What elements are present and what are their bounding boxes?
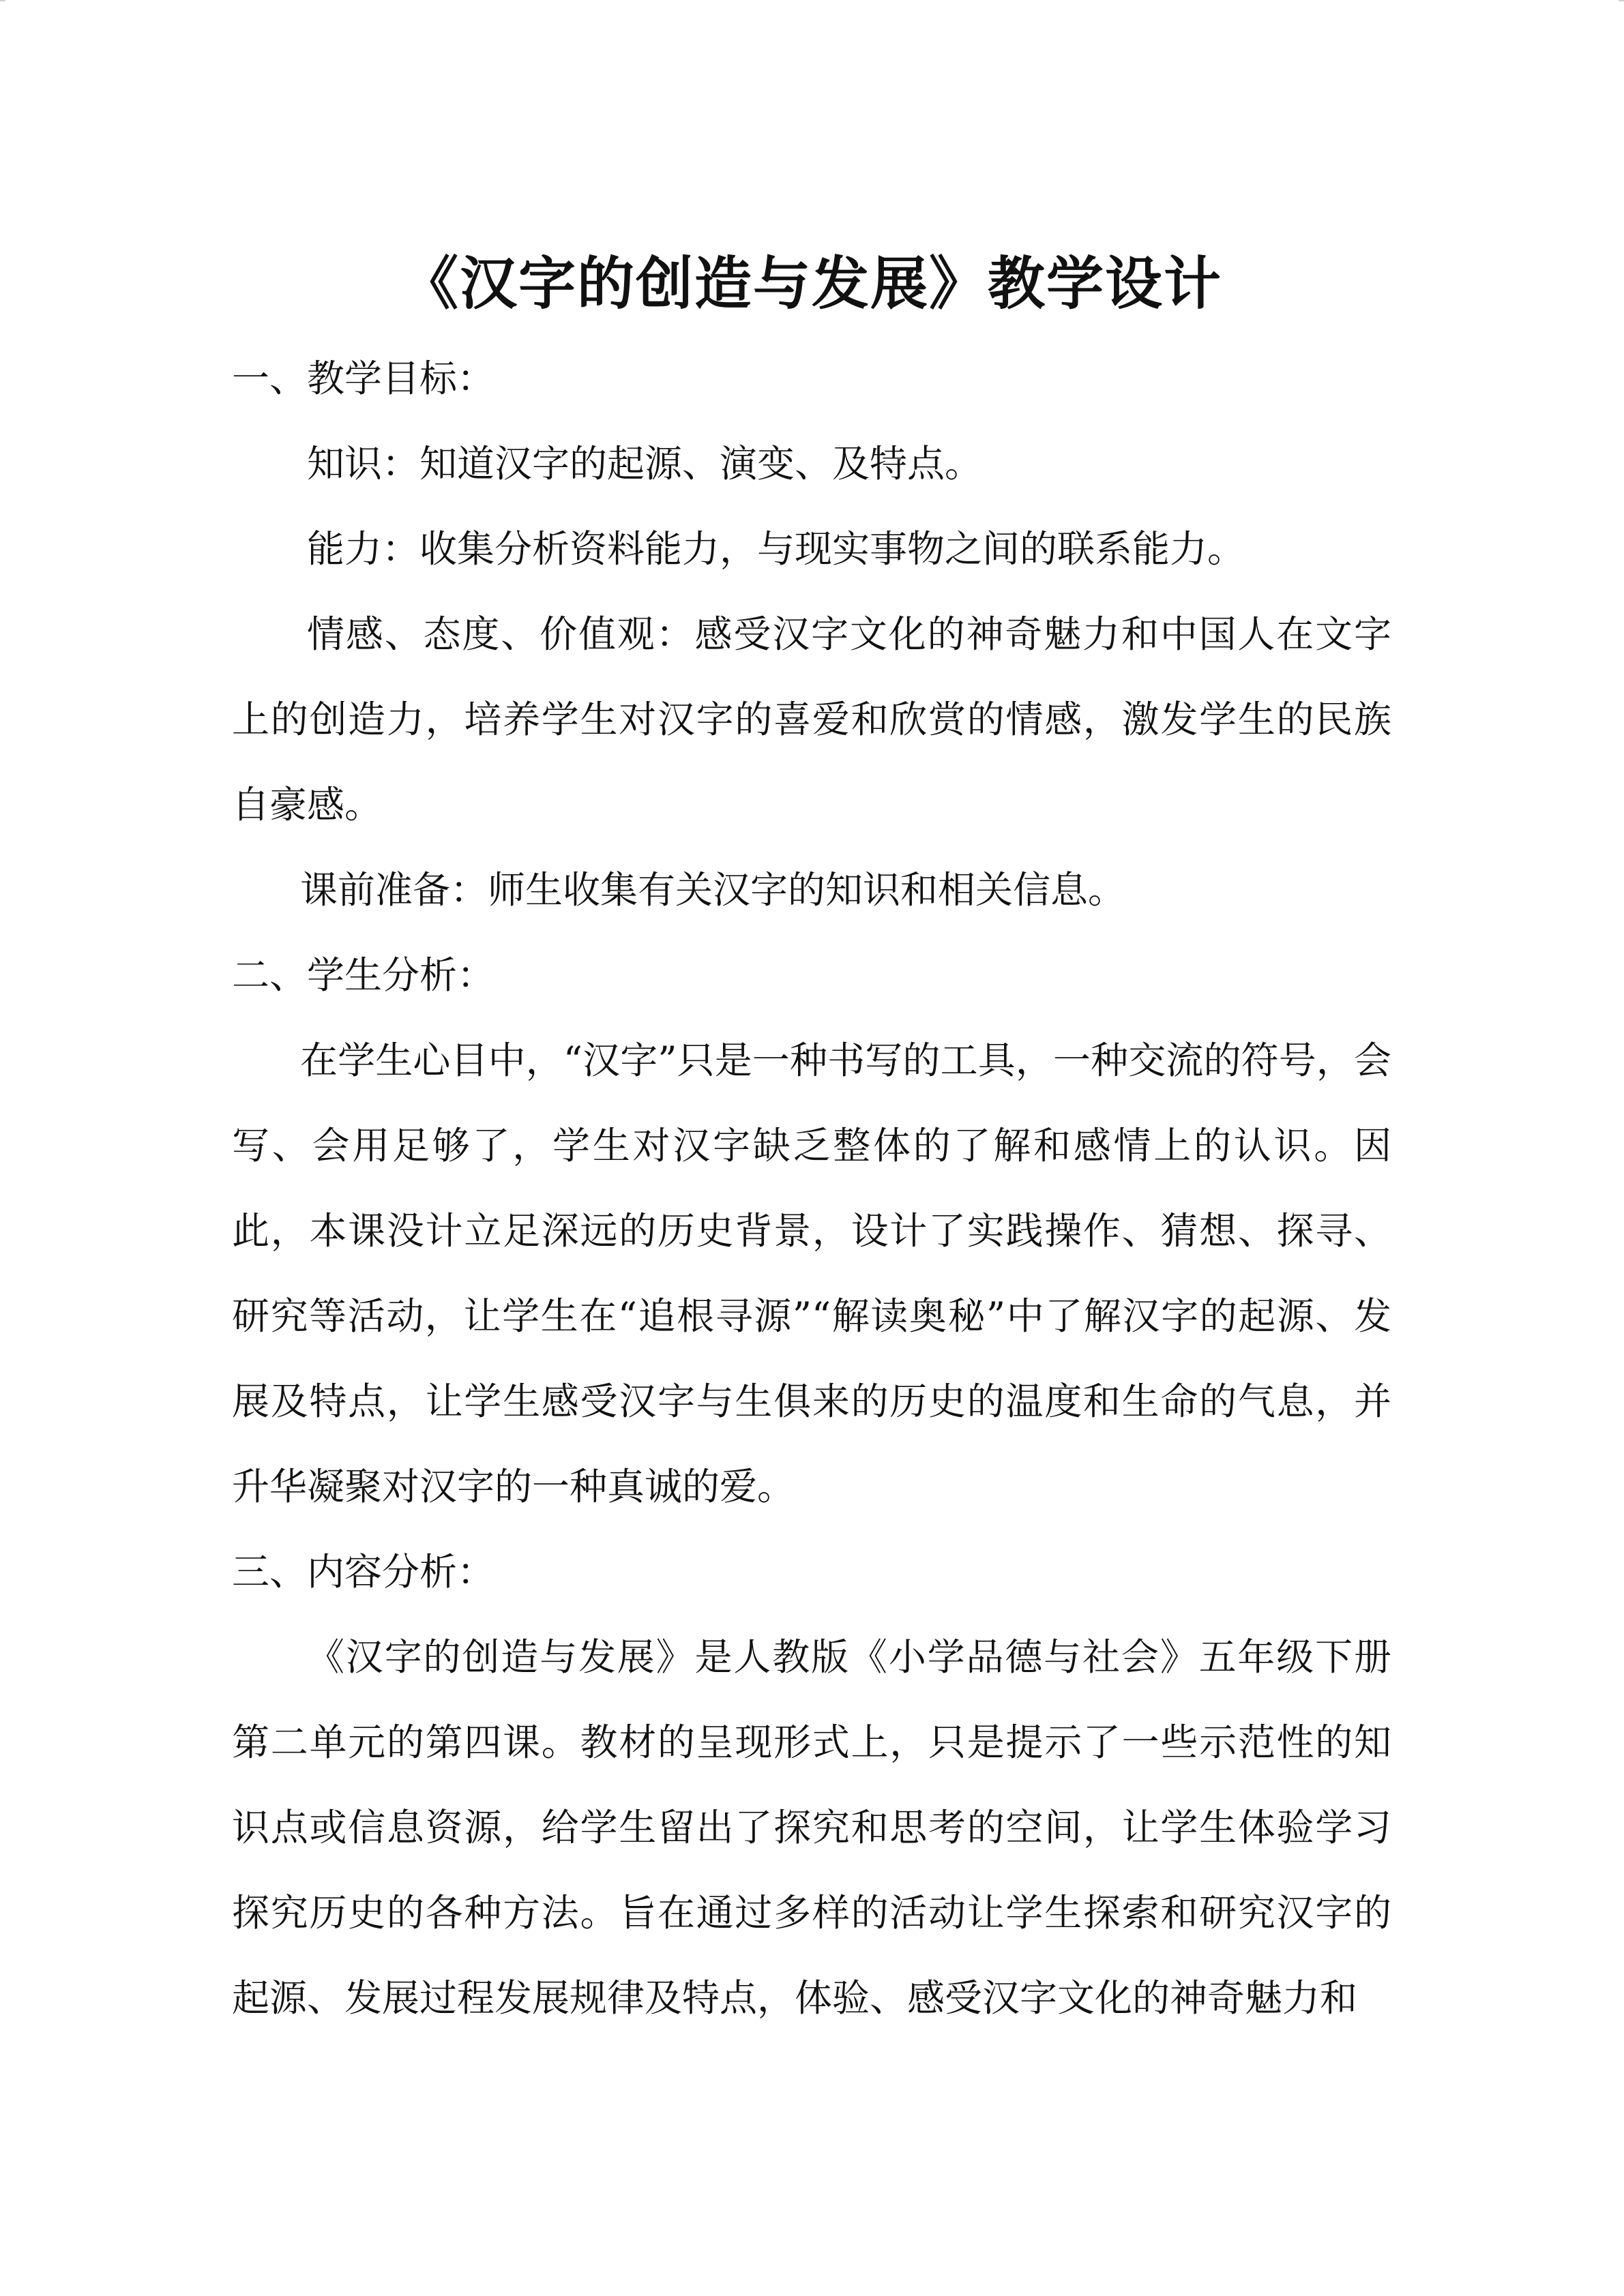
pre-class-preparation: 课前准备：师生收集有关汉字的知识和相关信息。 xyxy=(300,868,1126,912)
document-body xyxy=(232,336,1391,2041)
student-analysis-paragraph: 在学生心目中，“汉字”只是一种书写的工具，一种交流的符号，会写、会用足够了，学生对汉字缺乏整体的了解和感情上的认识。因此，本课没计立足深远的历史背景，设计了实践操作、猜想、探寻、研究等活动，让学生在“追根寻源”“解读奥秘”中了解汉字的起源、发展及特点，让学生感受汉字与生俱来的历史的温度和生命的气息，并升华凝聚对汉字的一种真诚的爱。 xyxy=(232,1039,1391,1508)
section-heading-student-analysis: 二、学生分析： xyxy=(232,953,495,997)
document-title: 《汉字的创造与发展》教学设计 xyxy=(400,250,1222,318)
content-analysis-paragraph: 《汉字的创造与发展》是人教版《小学品德与社会》五年级下册第二单元的第四课。教材的呈现形式上，只是提示了一些示范性的知识点或信息资源，给学生留出了探究和思考的空间，让学生体验学习探究历史的各种方法。旨在通过多样的活动让学生探索和研究汉字的起源、发展过程发展规律及特点，体验、感受汉字文化的神奇魅力和 xyxy=(232,1635,1391,2020)
objective-knowledge: 知识：知道汉字的起源、演变、及特点。 xyxy=(307,442,983,486)
section-heading-content-analysis: 三、内容分析： xyxy=(232,1550,495,1594)
page-edge-mark xyxy=(0,0,5,1)
section-heading-objectives: 一、教学目标： xyxy=(232,357,495,400)
objective-ability: 能力：收集分析资料能力，与现实事物之间的联系能力。 xyxy=(307,527,1245,571)
page-edge-mark xyxy=(1619,0,1624,1)
objective-emotion-values: 情感、态度、价值观：感受汉字文化的神奇魅力和中国人在文字上的创造力，培养学生对汉字的喜爱和欣赏的情感，激发学生的民族自豪感。 xyxy=(232,612,1391,826)
